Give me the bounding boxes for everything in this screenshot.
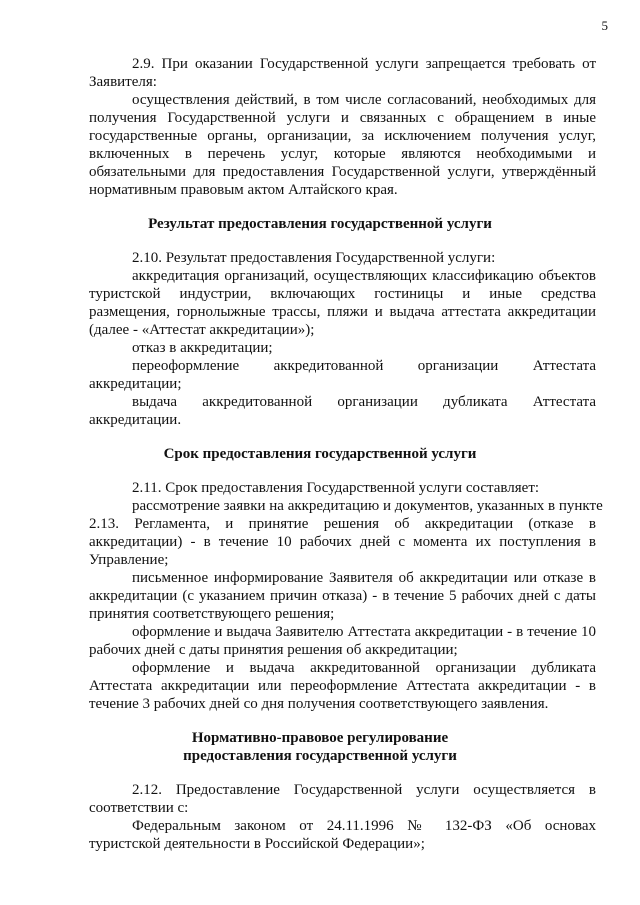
paragraph-2-11-line: Управление;	[89, 552, 169, 568]
paragraph-2-12-line: туристской деятельности в Российской Федерации»;	[89, 836, 425, 852]
paragraph-2-9-line: нормативным правовым актом Алтайского края.	[89, 182, 398, 198]
paragraph-2-11-line: оформление и выдача аккредитованной организации дубликата	[132, 660, 596, 676]
paragraph-2-9-line: 2.9. При оказании Государственной услуги запрещается требовать от	[132, 56, 596, 72]
paragraph-2-9-line: получения Государственной услуги и связанных с обращением в иные	[89, 110, 596, 126]
section-heading-result: Результат предоставления государственной услуги	[148, 216, 492, 232]
paragraph-2-11-line: течение 3 рабочих дней со дня получения соответствующего заявления.	[89, 696, 549, 712]
paragraph-2-12-line: Федеральным законом от 24.11.1996 № 132-ФЗ «Об основах	[132, 818, 596, 834]
paragraph-2-11-line: Аттестата аккредитации или переоформление Аттестата аккредитации - в	[89, 678, 596, 694]
section-heading-regulation: Нормативно-правовое регулирование	[191, 730, 449, 746]
paragraph-2-10-line: выдача аккредитованной организации дубликата Аттестата	[132, 394, 596, 410]
paragraph-2-11-line: письменное информирование Заявителя об аккредитации или отказе в	[132, 570, 596, 586]
paragraph-2-11-line: принятия соответствующего решения;	[89, 606, 335, 622]
paragraph-2-10-line: аккредитации;	[89, 376, 182, 392]
page-number: 5	[601, 18, 608, 33]
paragraph-2-10-line: туристской индустрии, включающих гостиницы и иные средства	[89, 286, 596, 302]
section-heading-regulation: предоставления государственной услуги	[183, 748, 457, 764]
paragraph-2-9-line: обязательными для предоставления Государственной услуги, утверждённый	[89, 164, 596, 180]
paragraph-2-11-line: рассмотрение заявки на аккредитацию и документов, указанных в пункте	[132, 498, 603, 514]
paragraph-2-9-line: Заявителя:	[89, 74, 157, 90]
paragraph-2-10-line: (далее - «Аттестат аккредитации»);	[89, 322, 315, 338]
paragraph-2-9-line: включенных в перечень услуг, которые являются необходимыми и	[89, 146, 596, 162]
paragraph-2-10-line: переоформление аккредитованной организации Аттестата	[132, 358, 596, 374]
paragraph-2-11-line: рабочих дней с даты принятия решения об аккредитации;	[89, 642, 458, 658]
paragraph-2-9-line: государственные органы, организации, за исключением получения услуг,	[89, 128, 596, 144]
paragraph-2-12-line: соответствии с:	[89, 800, 189, 816]
section-heading-term: Срок предоставления государственной услуги	[163, 446, 477, 462]
paragraph-2-11-line: аккредитации (с указанием причин отказа) - в течение 5 рабочих дней с даты	[89, 588, 596, 604]
paragraph-2-11-line: оформление и выдача Заявителю Аттестата аккредитации - в течение 10	[132, 624, 596, 640]
paragraph-2-10-line: аккредитации.	[89, 412, 182, 428]
paragraph-2-10-line: размещения, горнолыжные трассы, пляжи и выдача аттестата аккредитации	[89, 304, 596, 320]
paragraph-2-10-line: аккредитация организаций, осуществляющих классификацию объектов	[132, 268, 596, 284]
paragraph-2-9-line: осуществления действий, в том числе согласований, необходимых для	[132, 92, 596, 108]
paragraph-2-11-line: 2.13. Регламента, и принятие решения об аккредитации (отказе в	[89, 516, 596, 532]
paragraph-2-11-line: аккредитации) - в течение 10 рабочих дней с момента их поступления в	[89, 534, 596, 550]
paragraph-2-10-line: 2.10. Результат предоставления Государственной услуги:	[132, 250, 496, 266]
paragraph-2-12-line: 2.12. Предоставление Государственной услуги осуществляется в	[132, 782, 596, 798]
paragraph-2-11-line: 2.11. Срок предоставления Государственной услуги составляет:	[132, 480, 540, 496]
paragraph-2-10-line: отказ в аккредитации;	[132, 340, 273, 356]
